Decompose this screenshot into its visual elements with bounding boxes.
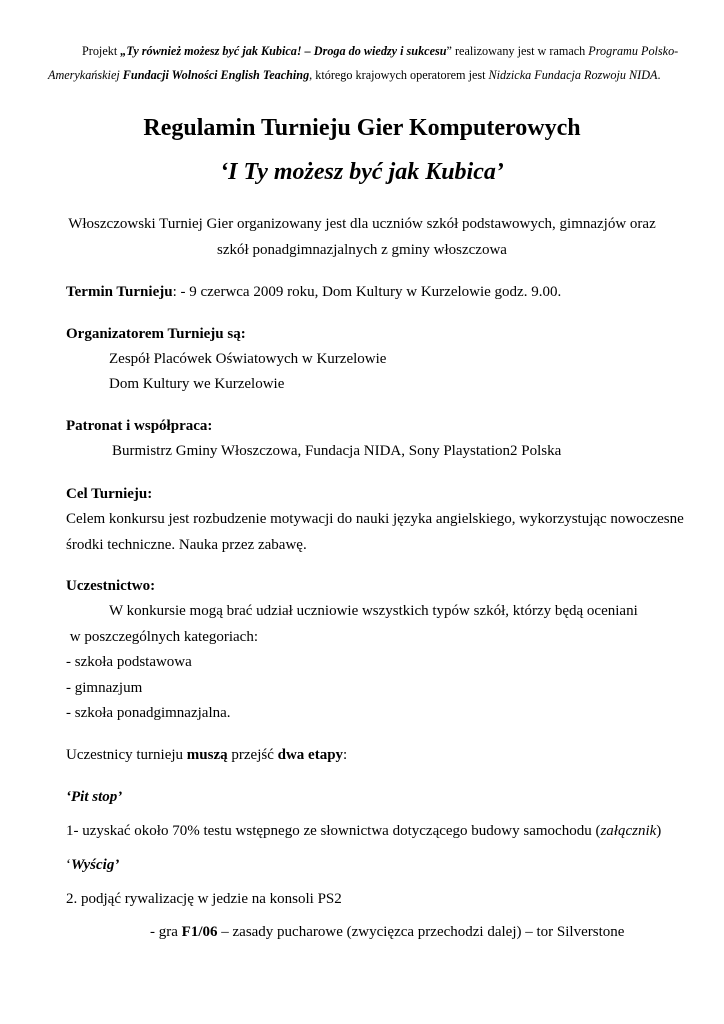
intro-line-2: szkół ponadgimnazjalnych z gminy włoszczowa (217, 242, 507, 258)
stage2-name-line (66, 857, 119, 874)
termin-line (66, 284, 561, 301)
header-mid: , którego krajowych operatorem jest (309, 68, 489, 82)
stages-pre: Uczestnicy turnieju (66, 747, 187, 763)
header-line-2 (48, 68, 661, 83)
intro-line-1: Włoszczowski Turniej Gier organizowany jest dla uczniów szkół podstawowych, gimnazjów oraz (68, 216, 656, 232)
stages-two: dwa etapy (277, 747, 344, 763)
stages-line (66, 747, 347, 764)
header-prefix: Projekt (82, 44, 121, 58)
stage2-text: 2. podjąć rywalizację w jedzie na konsoli PS2 (66, 891, 342, 907)
goal-line-2: środki techniczne. Nauka przez zabawę. (66, 537, 307, 553)
header-program-cont: Amerykańskiej (48, 68, 120, 82)
stage2-name: Wyścig’ (71, 857, 120, 873)
stage1-text (66, 823, 661, 840)
stage1-text-end: ) (656, 823, 662, 839)
game-name: F1/06 (181, 924, 218, 940)
stages-mid: przejść (227, 747, 278, 763)
game-line (150, 924, 624, 941)
patronage-value: Burmistrz Gminy Włoszczowa, Fundacja NIDA, Sony Playstation2 Polska (112, 443, 562, 459)
page-subtitle: ‘I Ty możesz być jak Kubica’ (220, 159, 504, 185)
category-item: - szkoła podstawowa (66, 654, 192, 670)
participation-line-2: w poszczególnych kategoriach: (66, 629, 259, 645)
header-program: Programu Polsko- (588, 44, 679, 58)
participation-label: Uczestnictwo: (66, 578, 156, 594)
organizer-item: Dom Kultury we Kurzelowie (109, 376, 285, 392)
header-project-name: „Ty również możesz być jak Kubica! – Droga do wiedzy i sukcesu (120, 44, 447, 58)
stage2-quote-open: ‘ (66, 857, 71, 873)
header-suffix: ” realizowany jest w ramach (446, 44, 589, 58)
category-item: - szkoła ponadgimnazjalna. (66, 705, 231, 721)
termin-label: Termin Turnieju (66, 284, 173, 300)
stage1-attachment: załącznik (600, 823, 657, 839)
page-title: Regulamin Turnieju Gier Komputerowych (143, 115, 581, 141)
goal-label: Cel Turnieju: (66, 486, 153, 502)
stage1-text-pre: 1- uzyskać około 70% testu wstępnego ze słownictwa dotyczącego budowy samochodu ( (66, 823, 601, 839)
termin-value: : - 9 czerwca 2009 roku, Dom Kultury w Kurzelowie godz. 9.00. (172, 284, 562, 300)
patronage-label: Patronat i współpraca: (66, 418, 213, 434)
organizer-item: Zespół Placówek Oświatowych w Kurzelowie (109, 351, 387, 367)
participation-line-1: W konkursie mogą brać udział uczniowie wszystkich typów szkół, którzy będą oceniani (109, 603, 638, 619)
stages-end: : (343, 747, 348, 763)
header-fund: Fundacji Wolności English Teaching (119, 68, 310, 82)
stage1-name: ‘Pit stop’ (66, 789, 123, 805)
category-item: - gimnazjum (66, 680, 143, 696)
organizers-label: Organizatorem Turnieju są: (66, 326, 246, 342)
header-end: . (657, 68, 661, 82)
header-operator: Nidzicka Fundacja Rozwoju NIDA (488, 68, 658, 82)
game-pre: - gra (150, 924, 182, 940)
game-rest: – zasady pucharowe (zwycięzca przechodzi dalej) – tor Silverstone (217, 924, 625, 940)
goal-line-1: Celem konkursu jest rozbudzenie motywacji do nauki języka angielskiego, wykorzystując nowoczesne (66, 511, 684, 527)
stages-must: muszą (186, 747, 228, 763)
header-line-1 (82, 44, 678, 59)
